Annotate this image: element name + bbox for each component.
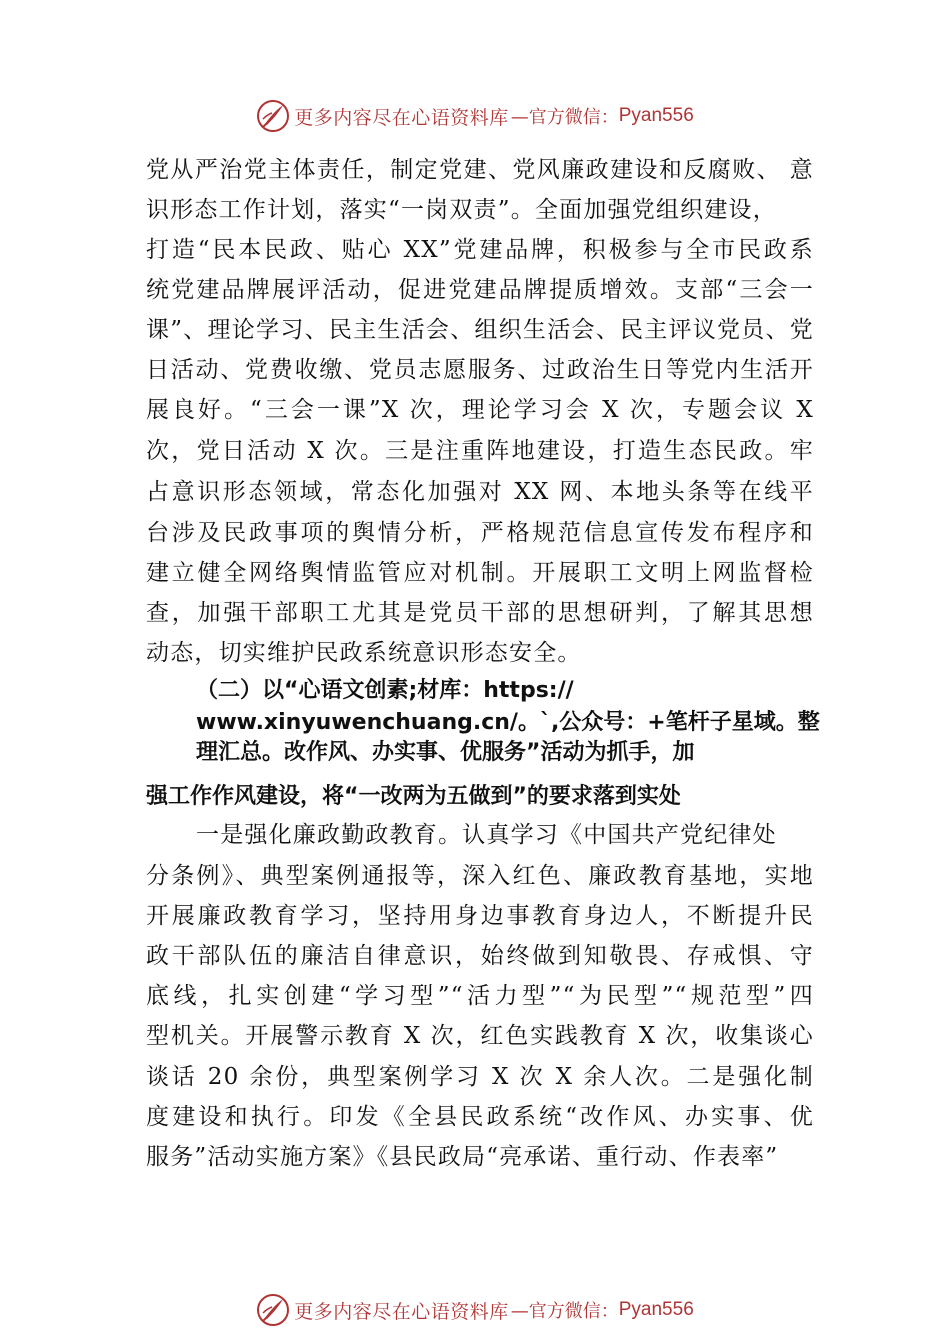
- section-heading-line: （二）以“心语文创素;材库：https://: [196, 678, 574, 703]
- quill-pen-logo-icon: [256, 1293, 290, 1327]
- body-line: 分条例》、典型案例通报等，深入红色、廉政教育基地，实地: [146, 863, 814, 889]
- section-heading-line: 强工作作风建设，将“一改两为五做到”的要求落到实处: [146, 784, 681, 809]
- body-line: 展良好。“三会一课”X 次，理论学习会 X 次，专题会议 X: [146, 397, 814, 423]
- body-line: 度建设和执行。印发《全县民政系统“改作风、办实事、优: [146, 1104, 814, 1130]
- watermark-official: —官方微信：: [510, 107, 619, 128]
- body-line: 一是强化廉政勤政教育。认真学习《中国共产党纪律处: [196, 822, 777, 848]
- body-line: 课”、理论学习、民主生活会、组织生活会、民主评议党员、党: [146, 317, 814, 343]
- body-line: 服务”活动实施方案》《县民政局“亮承诺、重行动、作表率”: [146, 1144, 779, 1170]
- watermark-id: Pyan556: [618, 105, 694, 126]
- body-line: 次，党日活动 X 次。三是注重阵地建设，打造生态民政。牢: [146, 438, 814, 464]
- body-line: 谈话 20 余份，典型案例学习 X 次 X 余人次。二是强化制: [146, 1064, 814, 1090]
- body-line: 底线，扎实创建“学习型”“活力型”“为民型”“规范型”四: [146, 983, 814, 1009]
- body-line: 党从严治党主体责任，制定党建、党风廉政建设和反腐败、 意: [146, 157, 814, 183]
- watermark-official: —官方微信：: [510, 1301, 619, 1322]
- footer-watermark: [0, 1290, 950, 1330]
- watermark-prefix: 更多内容尽在心语资料库: [294, 106, 509, 129]
- section-heading-line: 理汇总。改作风、办实事、优服务”活动为抓手，加: [196, 740, 695, 765]
- body-line: 日活动、党费收缴、党员志愿服务、过政治生日等党内生活开: [146, 357, 814, 383]
- body-line: 统党建品牌展评活动，促进党建品牌提质增效。支部“三会一: [146, 277, 814, 303]
- body-line: 开展廉政教育学习，坚持用身边事教育身边人，不断提升民: [146, 903, 814, 929]
- body-line: 占意识形态领域，常态化加强对 XX 网、本地头条等在线平: [146, 479, 814, 505]
- watermark-prefix: 更多内容尽在心语资料库: [294, 1300, 509, 1323]
- watermark-id: Pyan556: [618, 1299, 694, 1320]
- quill-pen-logo-icon: [256, 99, 290, 133]
- header-watermark: [0, 96, 950, 136]
- body-line: 台涉及民政事项的舆情分析，严格规范信息宣传发布程序和: [146, 520, 814, 546]
- body-line: 查，加强干部职工尤其是党员干部的思想研判，了解其思想: [146, 600, 814, 626]
- body-line: 识形态工作计划，落实“一岗双责”。全面加强党组织建设，: [146, 197, 777, 223]
- body-line: 建立健全网络舆情监管应对机制。开展职工文明上网监督检: [146, 560, 814, 586]
- body-line: 型机关。开展警示教育 X 次，红色实践教育 X 次，收集谈心: [146, 1023, 814, 1049]
- body-line: 动态，切实维护民政系统意识形态安全。: [146, 640, 582, 666]
- body-line: 政干部队伍的廉洁自律意识，始终做到知敬畏、存戒惧、守: [146, 943, 814, 969]
- body-line: 打造“民本民政、贴心 XX”党建品牌，积极参与全市民政系: [146, 237, 814, 263]
- section-heading-line: www.xinyuwenchuang.cn/。`,公众号：+笔杆子星域。整: [196, 710, 820, 735]
